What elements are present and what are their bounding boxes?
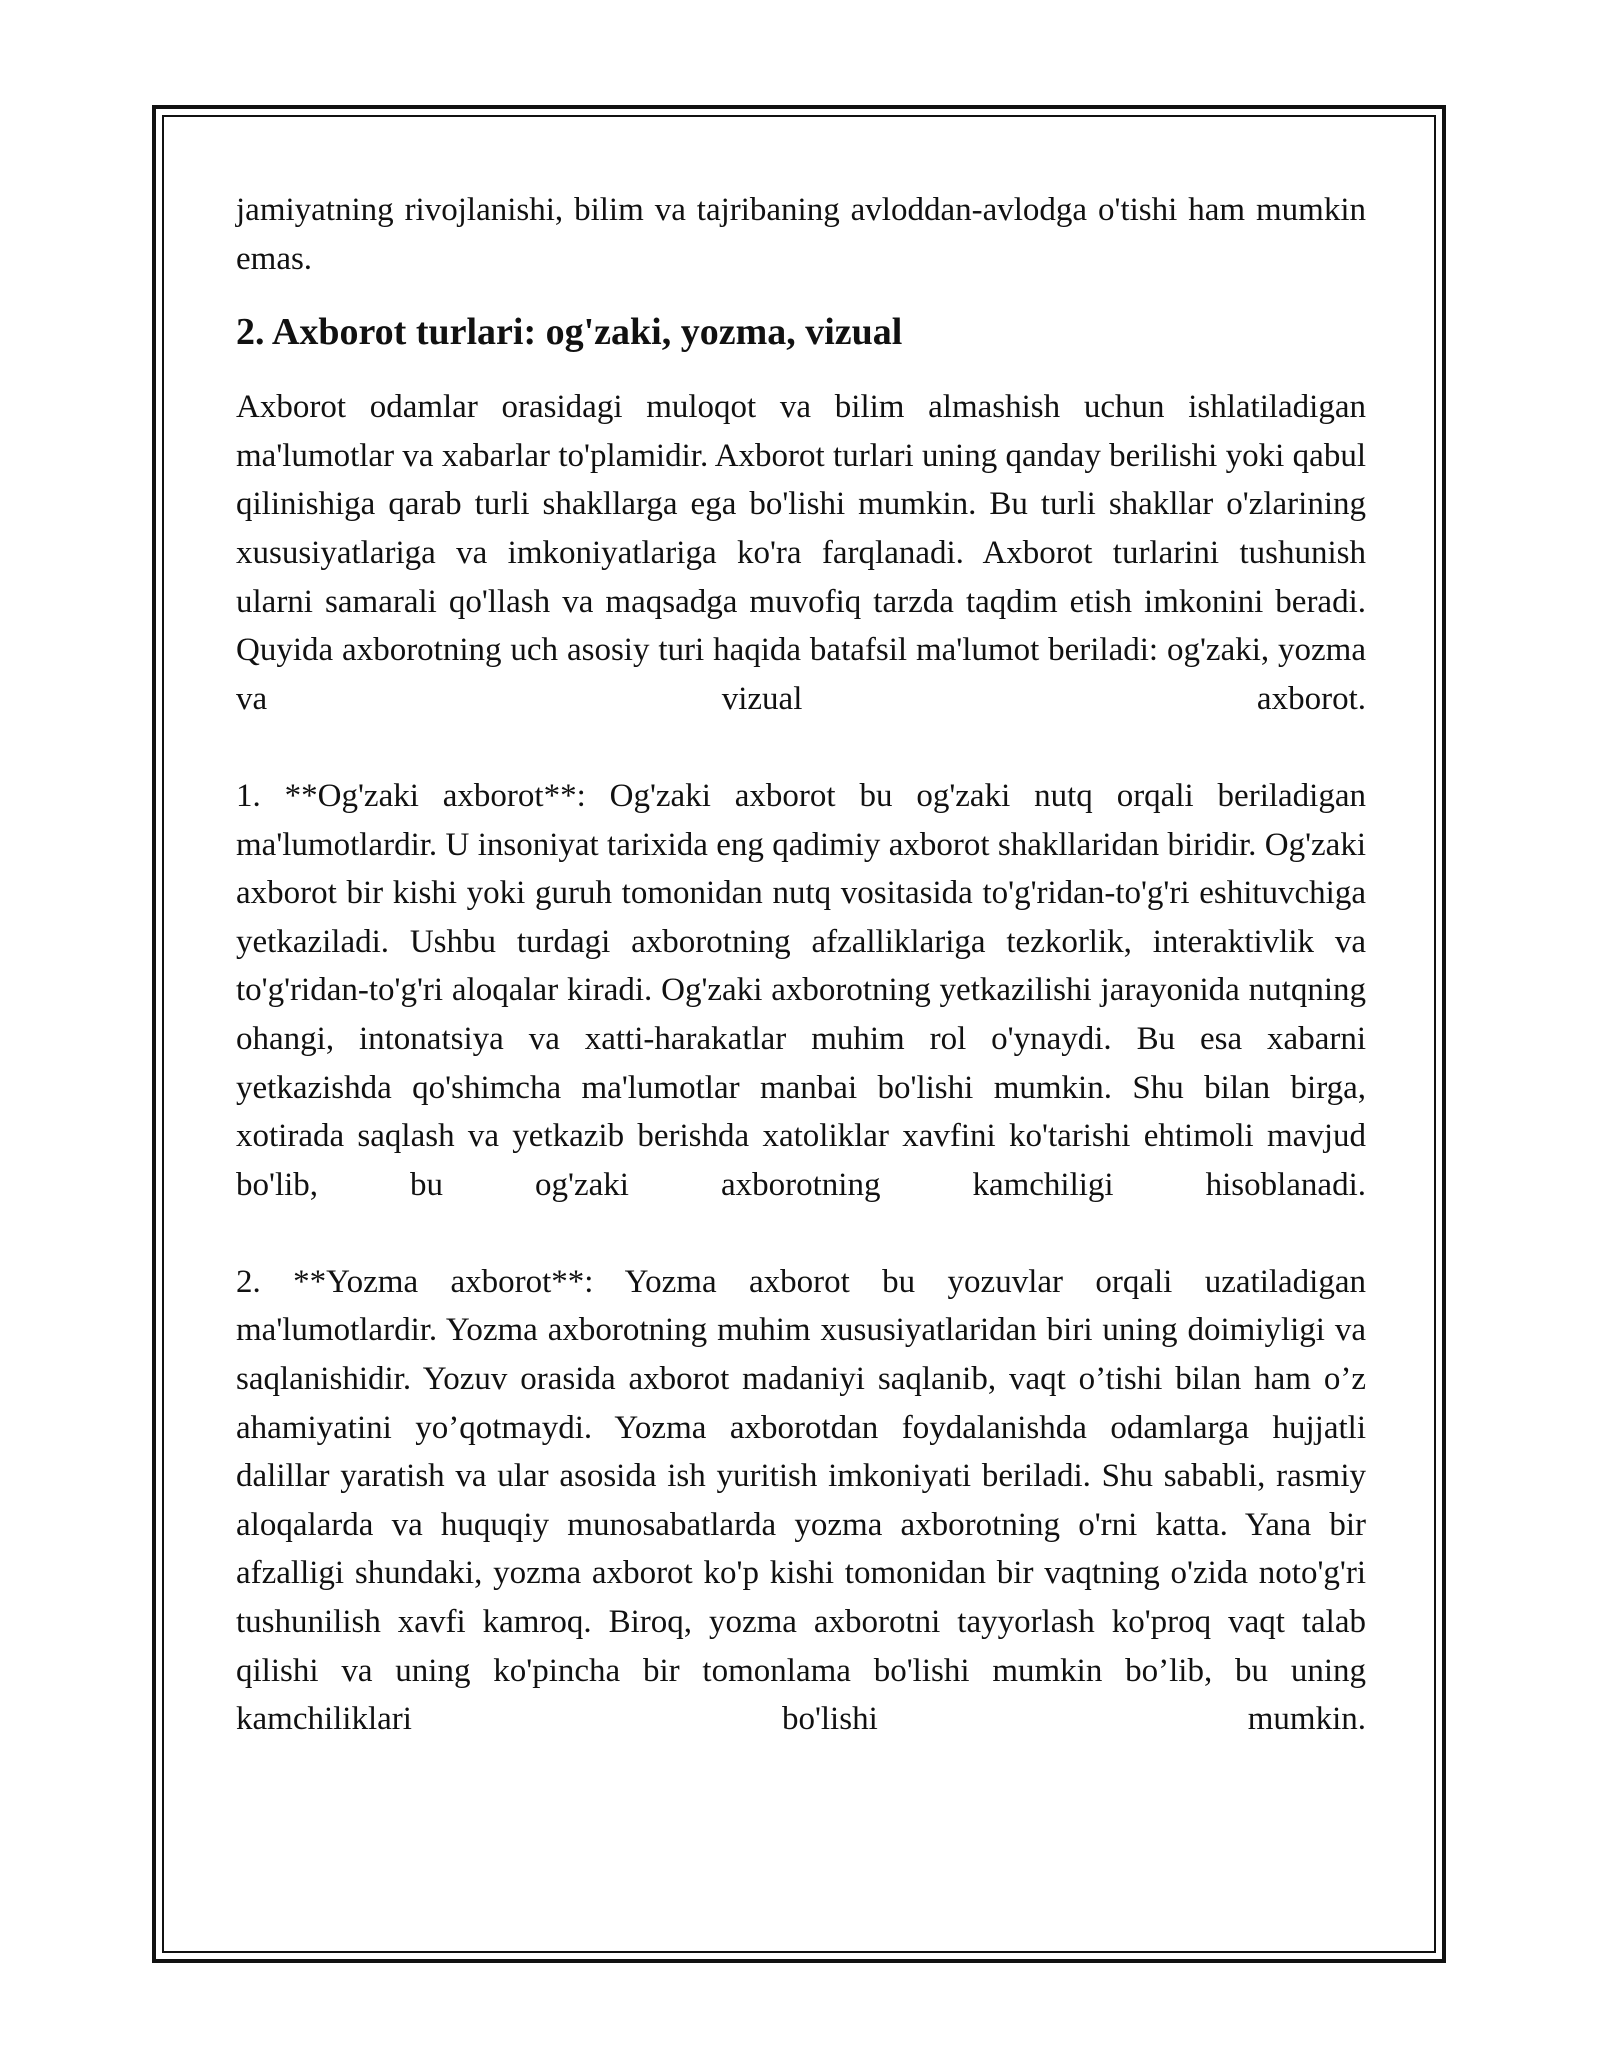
paragraph-written-information: 2. **Yozma axborot**: Yozma axborot bu yozuvlar orqali uzatiladigan ma'lumotlardir. Yozma axborotning muhim xususiyatlaridan biri uning doimiyligi va saqlanishidir. Yozuv orasida axborot madaniyi saqlanib, vaqt o’tishi bilan ham o’z ahamiyatini yo’qotmaydi. Yozma axborotdan foydalanishda odamlarga hujjatli dalillar yaratish va ular asosida ish yuritish imkoniyati beriladi. Shu sababli, rasmiy aloqalarda va huquqiy munosabatlarda yozma axborotning o'rni katta. Yana bir afzalligi shundaki, yozma axborot ko'p kishi tomonidan bir vaqtning o'zida noto'g'ri tushunilish xavfi kamroq. Biroq, yozma axborotni tayyorlash ko'proq vaqt talab qilishi va uning ko'pincha bir tomonlama bo'lishi mumkin bo’lib, bu uning kamchiliklari bo'lishi mumkin. bbox=[236, 1263, 1366, 1738]
paragraph-oral-information: 1. **Og'zaki axborot**: Og'zaki axborot bu og'zaki nutq orqali beriladigan ma'lumotlardir. U insoniyat tarixida eng qadimiy axborot shakllaridan biridir. Og'zaki axborot bir kishi yoki guruh tomonidan nutq vositasida to'g'ridan-to'g'ri eshituvchiga yetkaziladi. Ushbu turdagi axborotning afzalliklariga tezkorlik, interaktivlik va to'g'ridan-to'g'ri aloqalar kiradi. Og'zaki axborotning yetkazilishi jarayonida nutqning ohangi, intonatsiya va xatti-harakatlar muhim rol o'ynaydi. Bu esa xabarni yetkazishda qo'shimcha ma'lumotlar manbai bo'lishi mumkin. Shu bilan birga, xotirada saqlash va yetkazib berishda xatoliklar xavfini ko'tarishi ehtimoli mavjud bo'lib, bu og'zaki axborotning kamchiligi hisoblanadi. bbox=[236, 777, 1366, 1203]
page-content bbox=[236, 186, 1366, 1744]
section-heading: 2. Axborot turlari: og'zaki, yozma, vizual bbox=[236, 311, 903, 354]
paragraph-overview: Axborot odamlar orasidagi muloqot va bilim almashish uchun ishlatiladigan ma'lumotlar va xabarlar to'plamidir. Axborot turlari uning qanday berilishi yoki qabul qilinishiga qarab turli shakllarga ega bo'lishi mumkin. Bu turli shakllar o'zlarining xususiyatlariga va imkoniyatlariga ko'ra farqlanadi. Axborot turlarini tushunish ularni samarali qo'llash va maqsadga muvofiq tarzda taqdim etish imkonini beradi. Quyida axborotning uch asosiy turi haqida batafsil ma'lumot beriladi: og'zaki, yozma va vizual axborot. bbox=[236, 389, 1366, 717]
intro-paragraph: jamiyatning rivojlanishi, bilim va tajribaning avloddan-avlodga o'tishi ham mumkin emas. bbox=[236, 192, 1366, 277]
